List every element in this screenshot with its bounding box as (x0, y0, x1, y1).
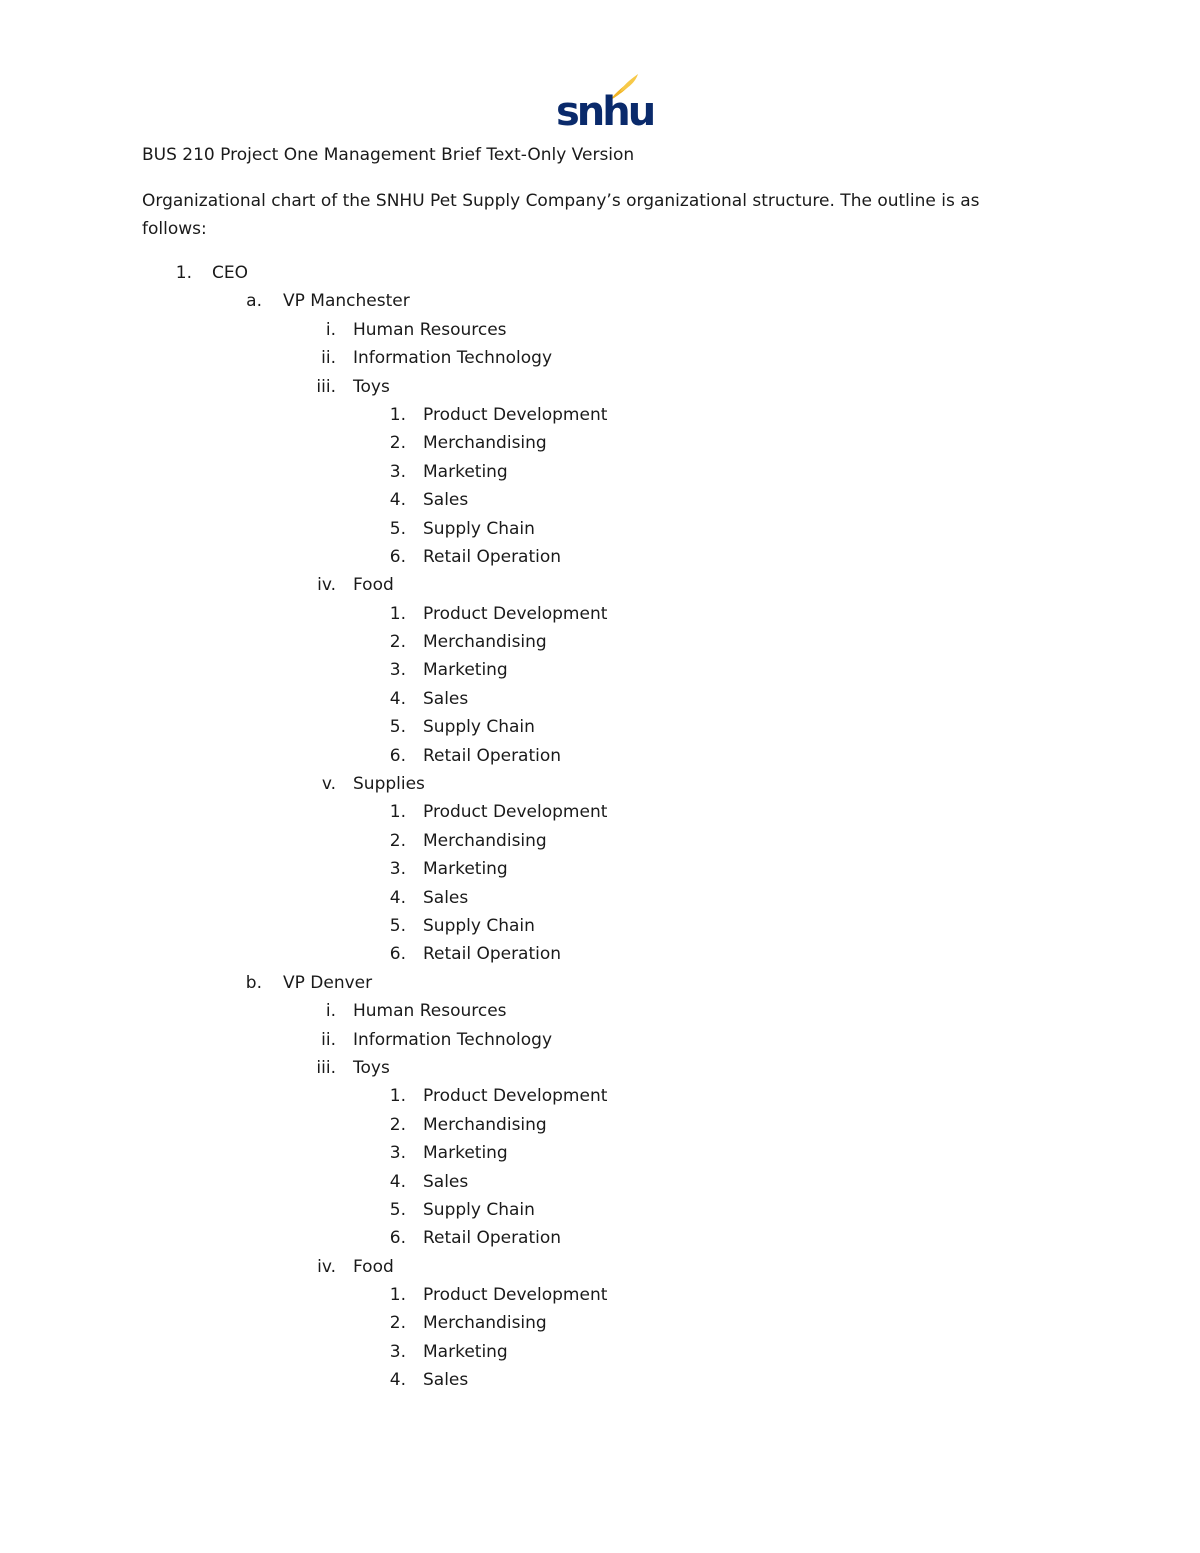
outline-label: Retail Operation (423, 546, 562, 567)
outline-item (0, 287, 1200, 315)
outline-marker: 5. (389, 1199, 406, 1220)
outline-marker: iv. (317, 1256, 336, 1277)
outline-label: Retail Operation (423, 1228, 562, 1249)
outline-marker: 1. (389, 1285, 406, 1306)
outline-label: Sales (423, 1171, 469, 1192)
outline-item (0, 486, 1200, 514)
outline-marker: 1. (175, 263, 192, 283)
outline-label: Supply Chain (423, 1199, 535, 1220)
outline-item (0, 1054, 1200, 1082)
outline-label: CEO (212, 263, 248, 283)
outline-item (0, 713, 1200, 741)
outline-marker: 1. (389, 802, 406, 823)
outline-marker: 1. (389, 404, 406, 425)
outline-marker: a. (246, 291, 262, 312)
logo-wordmark: snhu (556, 89, 654, 135)
outline-label: Product Development (423, 1086, 608, 1107)
outline-marker: 2. (389, 1313, 406, 1334)
outline-label: Information Technology (353, 348, 553, 369)
outline-label: Retail Operation (423, 745, 562, 766)
outline-marker: 6. (389, 1228, 406, 1249)
outline-item (0, 373, 1200, 401)
outline-marker: 2. (389, 632, 406, 653)
outline-item (0, 1111, 1200, 1139)
outline-marker: 4. (389, 688, 406, 709)
outline-marker: 6. (389, 745, 406, 766)
outline-item (0, 344, 1200, 372)
outline-label: Supply Chain (423, 915, 535, 936)
outline-marker: ii. (321, 348, 336, 369)
outline-label: Merchandising (423, 1114, 547, 1135)
outline-item (0, 628, 1200, 656)
outline-marker: i. (325, 319, 336, 340)
outline-marker: 3. (389, 660, 406, 681)
outline-item (0, 912, 1200, 940)
outline-marker: 2. (389, 830, 406, 851)
outline-item (0, 1196, 1200, 1224)
outline-item (0, 571, 1200, 599)
outline-label: VP Denver (283, 972, 373, 993)
outline-label: Human Resources (353, 319, 507, 340)
outline-label: Merchandising (423, 830, 547, 851)
outline-marker: 2. (389, 1114, 406, 1135)
outline-item (0, 855, 1200, 883)
outline-item (0, 1168, 1200, 1196)
outline-item (0, 770, 1200, 798)
outline-item (0, 1253, 1200, 1281)
outline-label: Merchandising (423, 433, 547, 454)
outline-label: Merchandising (423, 632, 547, 653)
outline-label: Sales (423, 490, 469, 511)
outline-item (0, 1139, 1200, 1167)
outline-label: Product Development (423, 1285, 608, 1306)
outline-item (0, 316, 1200, 344)
outline-marker: 6. (389, 546, 406, 567)
outline-item (0, 401, 1200, 429)
outline-item (0, 827, 1200, 855)
outline-label: Sales (423, 1370, 469, 1391)
outline-marker: 2. (389, 433, 406, 454)
outline-marker: 5. (389, 518, 406, 539)
outline-label: Marketing (423, 1143, 508, 1164)
outline-item (0, 742, 1200, 770)
outline-item (0, 656, 1200, 684)
outline-label: Product Development (423, 404, 608, 425)
outline-label: Information Technology (353, 1029, 553, 1050)
outline-item (0, 259, 1200, 287)
outline-marker: 4. (389, 887, 406, 908)
outline-label: Sales (423, 887, 469, 908)
outline-label: Supply Chain (423, 518, 535, 539)
outline-item (0, 458, 1200, 486)
outline-item (0, 543, 1200, 571)
outline-item (0, 600, 1200, 628)
outline-label: Merchandising (423, 1313, 547, 1334)
outline-marker: iii. (316, 376, 336, 397)
intro-paragraph: Organizational chart of the SNHU Pet Supply Company’s organizational structure. The outline is as follows: (142, 191, 980, 239)
outline-item (0, 1366, 1200, 1394)
outline-marker: 5. (389, 717, 406, 738)
outline-marker: 4. (389, 1370, 406, 1391)
outline-label: Product Development (423, 603, 608, 624)
outline-item (0, 1281, 1200, 1309)
outline-marker: b. (245, 972, 262, 993)
outline-marker: 1. (389, 603, 406, 624)
outline-marker: 4. (389, 1171, 406, 1192)
document-title: BUS 210 Project One Management Brief Text-Only Version (142, 145, 635, 165)
outline-item (0, 798, 1200, 826)
outline-marker: v. (321, 774, 336, 795)
outline-label: Marketing (423, 1341, 508, 1362)
org-outline (0, 259, 1200, 1395)
outline-item (0, 1026, 1200, 1054)
outline-label: Food (353, 1256, 394, 1277)
outline-item (0, 685, 1200, 713)
outline-marker: 3. (389, 1341, 406, 1362)
outline-marker: 6. (389, 944, 406, 965)
outline-label: Retail Operation (423, 944, 562, 965)
outline-marker: iii. (316, 1057, 336, 1078)
outline-item (0, 997, 1200, 1025)
outline-label: Food (353, 575, 394, 596)
outline-label: Marketing (423, 660, 508, 681)
outline-label: Sales (423, 688, 469, 709)
outline-marker: 4. (389, 490, 406, 511)
outline-label: Toys (353, 376, 390, 397)
outline-item (0, 515, 1200, 543)
outline-marker: 3. (389, 859, 406, 880)
outline-label: Supplies (353, 774, 425, 795)
outline-marker: ii. (321, 1029, 336, 1050)
outline-label: Supply Chain (423, 717, 535, 738)
outline-item (0, 1224, 1200, 1252)
outline-marker: 5. (389, 915, 406, 936)
outline-label: Toys (353, 1057, 390, 1078)
outline-item (0, 884, 1200, 912)
outline-marker: i. (325, 1001, 336, 1022)
outline-label: Marketing (423, 859, 508, 880)
outline-item (0, 1082, 1200, 1110)
outline-item (0, 969, 1200, 997)
outline-marker: 3. (389, 461, 406, 482)
outline-marker: 1. (389, 1086, 406, 1107)
outline-label: Product Development (423, 802, 608, 823)
outline-label: Marketing (423, 461, 508, 482)
outline-marker: 3. (389, 1143, 406, 1164)
outline-label: Human Resources (353, 1001, 507, 1022)
outline-item (0, 940, 1200, 968)
outline-label: VP Manchester (283, 291, 410, 312)
outline-item (0, 429, 1200, 457)
outline-item (0, 1338, 1200, 1366)
snhu-logo (556, 72, 654, 135)
outline-item (0, 1309, 1200, 1337)
outline-marker: iv. (317, 575, 336, 596)
